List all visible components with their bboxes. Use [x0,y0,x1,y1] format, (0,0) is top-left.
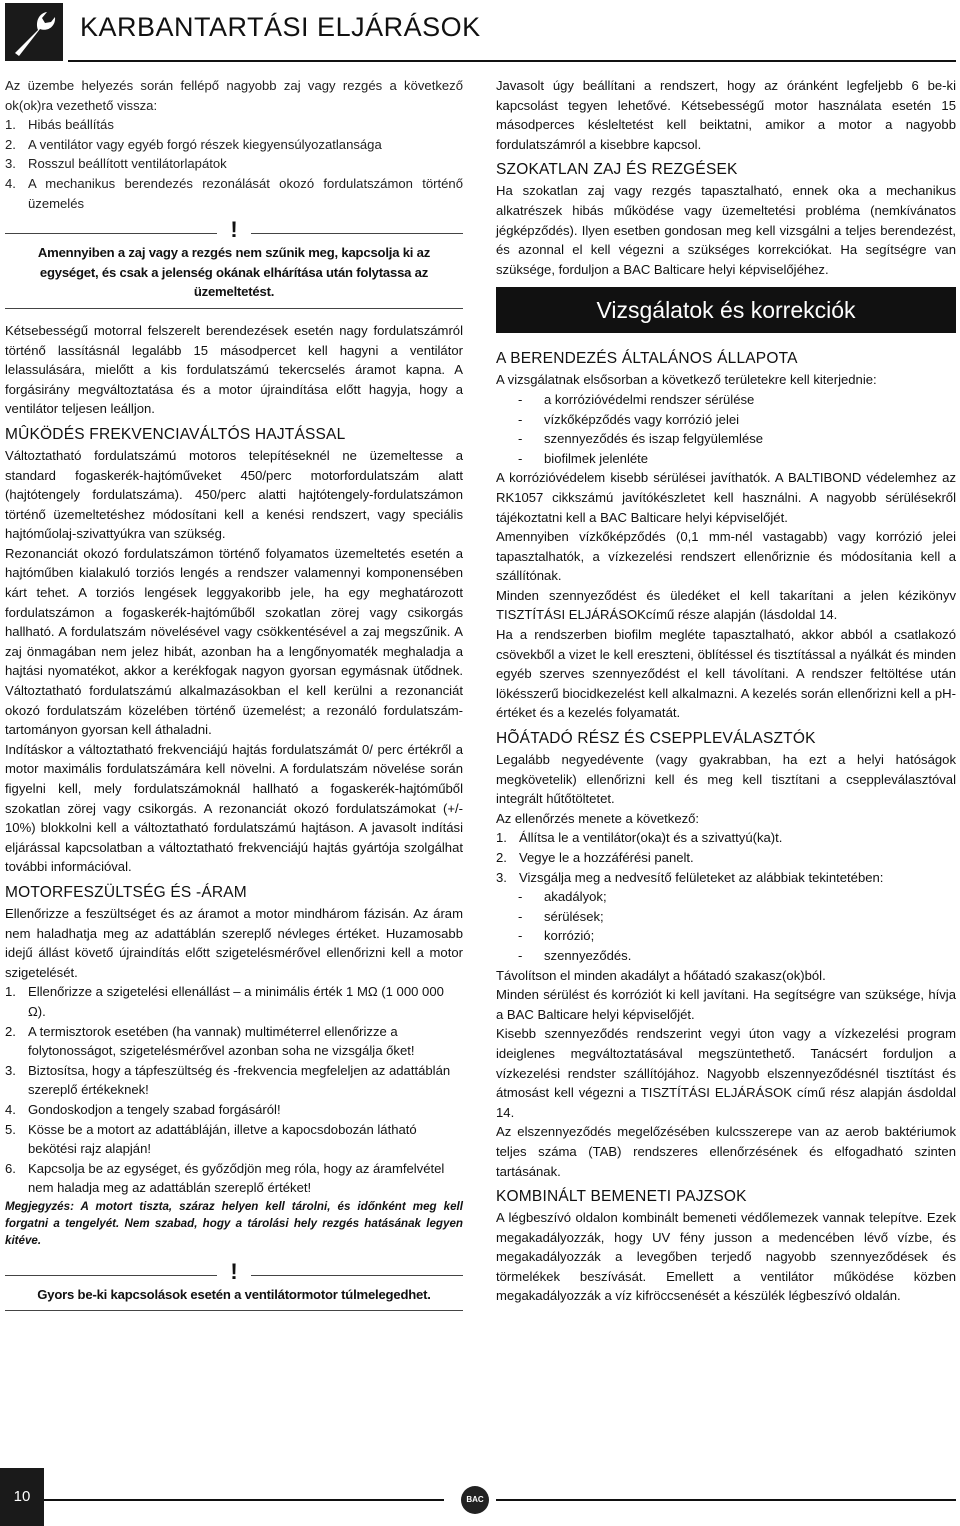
two-speed-paragraph: Kétsebességű motorral felszerelt berendezések esetén nagy fordulatszámról történő lassításnál legalább 15 másodpercet kell hagyni a ventilátor lelassulására, mielőtt a kis fordulatszámú tekercselés áramot kapna. A forgásirány megváltoztatása és a motor újraindítása előtt hagyja, hogy a ventilátor teljesen leálljon. [5,322,463,417]
warning-text: Gyors be-ki kapcsolások esetén a ventilátormotor túlmelegedhet. [37,1286,431,1302]
list-item: - vízkőképződés vagy korrózió jelei [518,411,740,427]
list-item: 1. Ellenőrizze a szigetelési ellenállást – a minimális érték 1 MΩ (1 000 000 Ω). [5,984,444,1019]
wrench-icon [5,3,63,61]
section-banner: Vizsgálatok és korrekciók [496,287,956,333]
screens-paragraph: A légbeszívó oldalon kombinált bemeneti védőlemezek vannak telepítve. Ezek megakadályozzák, hogy UV fény jusson a medencében lévő vízbe, és megakadályozzák a levegőben terjedő nagyobb szennyeződések és törmelékek beszívását. Emellett a ventilátor működése közben megakadályozzák a víz kifröccsenését a készülék légbeszívó oldalán. [496,1210,956,1304]
page-title: KARBANTARTÁSI ELJÁRÁSOK [80,12,481,42]
motor-heading: MOTORFESZÜLTSÉG ÉS -ÁRAM [5,883,247,901]
intro-paragraph: Az üzembe helyezés során fellépő nagyobb zaj vagy rezgés a következő ok(ok)ra vezethető vissza: [5,78,463,113]
list-item: 5. Kösse be a motort az adattábláján, illetve a kapocsdobozán látható bekötési rajz alapján! [5,1121,417,1157]
heat-exchanger-paragraph: Az ellenőrzés menete a következő: [496,810,700,826]
motor-paragraph: Ellenőrizze a feszültséget és az áramot a motor mindhárom fázisán. Az áram nem haladhatja meg az adattáblán szereplő névleges értéket. Huzamosabb idejű állást követő újraindítás előtt szigetelésmérővel ellenőrizni kell a motor szigetelését. [5,905,463,980]
heat-exchanger-paragraph: Kisebb szennyeződés rendszerint vegyi úton vagy a vízkezelési program ideiglenes megváltoztatásával megszüntethető. Tanácsért forduljon a vízkezelési rendster szállítójához. Nagyobb elszennyeződésnél tisztítást és átmosást kell végezni a TISZTÍTÁSI ELJÁRÁSOK című rész alapján ásdoldal 14. [496,1026,956,1120]
condition-paragraph: Ha a rendszerben biofilm meglétе tapasztalható, akkor abból a csatlakozó csövekből a vizet le kell ereszteni, öblítéssel és tisztítással a nyálkát és minden egyéb szerves szennyeződést el kell távolítani. A rendszer feltöltése után lökésszerű biocidkezelést kell alkalmazni. A kezelés során ellenőrizni kell a pH-értéket és a kezelés folyamatát. [496,627,956,721]
list-item: 1. Hibás beállítás [5,117,114,133]
list-item: 3. Rosszul beállított ventilátorlapátok [5,156,227,172]
list-item: - szennyeződés. [518,947,632,963]
list-item: - sérülések; [518,908,604,924]
list-item: 2. A ventilátor vagy egyéb forgó részek kiegyensúlyozatlansága [5,136,382,152]
warning-text: Amennyiben a zaj vagy a rezgés nem szűnik meg, kapcsolja ki az egységet, és csak a jelenség okának elhárítása után folytassa az üzemeltetést. [37,245,431,300]
list-item: - akadályok; [518,889,607,905]
heat-exchanger-paragraph: Legalább negyedévente (vagy gyakrabban, ha ezt a helyi hatóságok megkövetelik) ellenőrizni kell és meg kell tisztítani a cseppleválasztóval integrált hűtőtöltetet. [496,752,956,807]
inspection-steps-list [496,828,956,887]
warning-icon: ! [230,217,238,243]
right-column [496,76,956,1306]
vfd-paragraph: Indításkor a változtatható frekvenciájú hajtás fordulatszámát 0/ perc értékről a motor maximális fordulatszámára kell növelni. A fordulatszám növelése során figyelni kell, mely fordulatszámoknál hallható a fogaskerék-hajtóműből szokatlan zörej vagy csikorgás. A rezonanciát okozó fordulatszámokat (+/- 10%) blokkolni kell a változtatható fordulatszámú hajtáson. A javasolt indítási eljárással kapcsolatban a változtatható frekvenciájú hajtás gyártója szolgálhat további információval. [5,741,463,875]
vfd-heading: MÛKÖDÉS FREKVENCIAVÁLTÓS HAJTÁSSAL [5,425,346,443]
inspection-sublist [496,887,956,965]
footer-rule [496,1499,956,1501]
header-rule [68,60,956,62]
causes-list [5,115,463,213]
noise-heading: SZOKATLAN ZAJ ÉS REZGÉSEK [496,161,738,179]
list-item: - biofilmek jelenléte [518,450,649,466]
list-item: 3. Biztosítsa, hogy a tápfeszültség és -frekvencia megfeleljen az adattáblán szereplő értékeknek! [5,1062,451,1098]
vfd-paragraph: Rezonanciát okozó fordulatszámon történő folyamatos üzemeltetés esetén a hajtóműben kialakuló torziós lengés a rendszer valamennyi komponensében kárt tehet. A torziós lengések leggyakoribb jele, ha egy meghatározott fordulatszámon a fogaskerék-hajtóműből szokatlan zörej vagy csikorgás hallható. A fordulatszám növelésével vagy csökkentésével a zaj megszűnik. A zaj önmagában nem jelez hibát, azonban ha a lengőnyomaték meghaladja a hajtási nyomatékot, akkor a kerékfogak nagyon gyorsan egymásnak ütődnek. Változtatható fordulatszámú alkalmazásokban el kell kerülni a rezonanciát okozó fordulatszám közelében történő üzemelést; a rezonáló fordulatszám-tartományon gyorsan kell áthaladni. [5,545,463,738]
condition-heading: A BERENDEZÉS ÁLTALÁNOS ÁLLAPOTA [496,350,798,368]
list-item: 2. Vegye le a hozzáférési panelt. [496,850,694,865]
condition-paragraph: A korrózióvédelem kisebb sérülései javíthatók. A BALTIBOND védelemhez az RK1057 cikkszámú javítókészletet kell használni. A nagyobb sérülésekről tájékoztatni kell a BAC Balticare helyi képviselőjét. [496,470,956,525]
list-item: 1. Állítsa le a ventilátor(oka)t és a szivattyú(ka)t. [496,830,783,846]
condition-paragraph: Amennyiben vízkőképződés (0,1 mm-nél vastagabb) vagy korrózió jelei tapasztalhatók, a vízkezelési rendszert ellenőriznie és módosítania kell a szállítónak. [496,529,956,584]
list-item: - korrózió; [518,928,595,944]
footer-rule [44,1499,444,1501]
list-item: 4. Gondoskodjon a tengely szabad forgásáról! [5,1101,281,1117]
bac-logo-icon: BAC [461,1486,489,1514]
warning-box-overheat [5,1258,463,1312]
switching-paragraph: Javasolt úgy beállítani a rendszert, hogy az óránként legfeljebb 6 be-ki kapcsolást tegyen lehetővé. Kétsebességű motor használata esetén 15 másodperces késleltetést kell beiktatni, amikor a motor a nagyobb fordulatszámról a kisebbre kapcsol. [496,78,956,152]
list-item: 4. A mechanikus berendezés rezonálását okozó fordulatszámon történő üzemelés [5,175,463,211]
condition-intro: A vizsgálatnak elsősorban a következő területekre kell kiterjednie: [496,372,877,388]
list-item: 3. Vizsgálja meg a nedvesítő felületeket az alábbiak tekintetében: [496,869,884,885]
warning-icon: ! [230,1258,238,1284]
noise-paragraph: Ha szokatlan zaj vagy rezgés tapasztalható, ennek oka a mechanikus alkatrészek hibás működése vagy üzemeltetési probléma (nemkívánatos jégképződés). Ilyen esetben gondosan meg kell vizsgálni a teljes berendezést, és azonnal el kell végezni a szükséges korrekciókat. Ha segítségre van szüksége, forduljon a BAC Balticare helyi képviselőjéhez. [496,183,956,277]
vfd-paragraph: Változtatható fordulatszámú motoros telepítéseknél ne üzemeltesse a standard fogaskerék-hajtóműveket 450/perc motorfordulatszám alatt (hajtótengely fordulatszáma). 450/perc alatti hajtótengely-fordulatszámon történő üzemeltetéshez módosítani kell a kenési rendszert, vagy speciális hajtóműolaj-szivattyúkra van szükség. [5,447,463,542]
motor-steps-list [5,982,463,1198]
heat-exchanger-heading: HÕÁTADÓ RÉSZ ÉS CSEPPLEVÁLASZTÓK [496,730,816,748]
heat-exchanger-paragraph: Távolítson el minden akadályt a hőátadó szakasz(ok)ból. [496,967,826,983]
warning-box-vibration [5,217,463,309]
storage-note: Megjegyzés: A motort tiszta, száraz helyen kell tárolni, és időnként meg kell forgatni a tengelyét. Nem szabad, hogy a tárolási hely rezgés hatásának legyen kitéve. [5,1199,463,1247]
list-item: - a korrózióvédelmi rendszer sérülése [518,391,755,407]
list-item: 2. A termisztorok esetében (ha vannak) multiméterrel ellenőrizze a folytonosságot, szigetelésmérővel azonban soha ne vizsgálja őket! [5,1023,415,1059]
page-number: 10 [0,1468,44,1526]
condition-paragraph: Minden szennyeződést és üledéket el kell takarítani a jelen kézikönyv TISZTÍTÁSI ELJÁRÁSOKcímű része alapján (lásdoldal 14. [496,587,956,623]
condition-list [496,390,956,468]
left-column [5,76,463,1323]
list-item: 6. Kapcsolja be az egységet, és győződjön meg róla, hogy az áramfelvétel nem haladja meg az adattáblán szereplő értéket! [5,1160,445,1196]
screens-heading: KOMBINÁLT BEMENETI PAJZSOK [496,1188,747,1206]
heat-exchanger-paragraph: Minden sérülést és korróziót ki kell javítani. Ha segítségre van szüksége, hívja a BAC Balticare helyi képviselőjét. [496,987,956,1022]
list-item: - szennyeződés és iszap felgyülemlése [518,431,764,447]
heat-exchanger-paragraph: Az elszennyeződés megelőzésében kulcsszerepe van az aerob baktériumok teljes száma (TAB) rendszeres ellenőrzésének és elfogadható szinten tartásának. [496,1124,956,1179]
